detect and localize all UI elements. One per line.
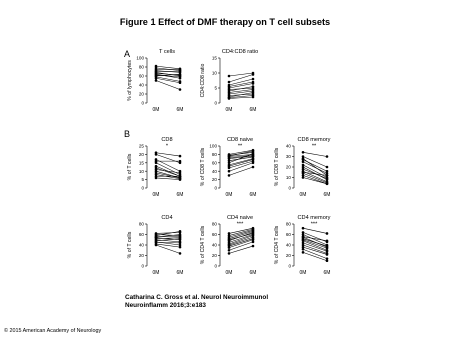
data-point-0m [228, 174, 231, 177]
y-axis-label: % of CD8 T cells [200, 147, 206, 187]
y-tick-label: 5 [141, 177, 144, 183]
y-tick-label: 80 [285, 221, 291, 227]
data-point-0m [155, 244, 158, 247]
x-category-label: 0M [299, 192, 307, 198]
citation-line-1: Catharina C. Gross et al. Neurol Neuroimmunol [125, 294, 269, 301]
y-tick-label: 20 [138, 91, 144, 97]
data-point-0m [302, 248, 305, 251]
x-category-label: 0M [225, 107, 233, 113]
data-point-6m [179, 88, 182, 91]
y-tick-label: 0 [141, 100, 144, 106]
x-category-label: 6M [323, 192, 331, 198]
paired-line [229, 167, 253, 175]
plot-grid [127, 49, 331, 276]
x-category-label: 6M [176, 107, 184, 113]
chart-cd4 [127, 215, 183, 276]
y-tick-label: 80 [211, 152, 217, 157]
y-tick-label: 10 [211, 70, 217, 76]
figure-title: Figure 1 Effect of DMF therapy on T cell subsets [119, 17, 331, 27]
significance-marker: *** [310, 221, 318, 228]
significance-marker: *** [236, 221, 244, 228]
data-point-0m [302, 160, 305, 163]
data-point-6m [326, 177, 329, 180]
paired-line [229, 159, 253, 166]
y-tick-label: 20 [211, 253, 217, 259]
chart-cd4-naive [200, 215, 256, 276]
data-point-0m [155, 77, 158, 80]
data-point-6m [252, 78, 255, 81]
copyright-notice: © 2015 American Academy of Neurology [4, 328, 102, 334]
data-point-6m [179, 237, 182, 240]
data-point-6m [179, 246, 182, 249]
data-point-0m [228, 81, 231, 84]
y-tick-label: 5 [214, 85, 217, 91]
y-tick-label: 30 [285, 154, 291, 160]
y-tick-label: 40 [138, 82, 144, 88]
data-point-0m [155, 153, 158, 156]
y-tick-label: 15 [211, 55, 217, 61]
paired-line [156, 242, 180, 243]
y-tick-label: 60 [211, 232, 217, 238]
y-tick-label: 0 [288, 263, 291, 269]
data-point-6m [252, 241, 255, 244]
data-point-0m [228, 252, 231, 255]
y-tick-label: 15 [138, 160, 144, 166]
paired-line [303, 152, 327, 156]
data-point-0m [302, 251, 305, 254]
y-tick-label: 20 [211, 177, 217, 183]
x-category-label: 6M [176, 270, 184, 276]
x-category-label: 0M [152, 192, 160, 198]
y-tick-label: 100 [209, 143, 217, 149]
chart-title: CD4 memory [297, 215, 331, 221]
y-axis-label: % of lymphocytes [127, 60, 133, 101]
x-category-label: 6M [323, 270, 331, 276]
y-tick-label: 20 [285, 164, 291, 170]
data-point-6m [179, 70, 182, 73]
data-point-0m [228, 170, 231, 173]
x-category-label: 0M [225, 192, 233, 198]
data-point-6m [326, 174, 329, 177]
paired-line [156, 245, 180, 253]
paired-line [156, 239, 180, 241]
y-tick-label: 40 [211, 242, 217, 248]
x-category-label: 6M [249, 270, 257, 276]
data-point-6m [252, 245, 255, 248]
y-tick-label: 20 [138, 253, 144, 259]
paired-line [303, 245, 327, 253]
data-point-6m [179, 160, 182, 163]
data-point-0m [302, 176, 305, 179]
data-point-6m [326, 232, 329, 235]
y-tick-label: 25 [138, 143, 144, 149]
y-tick-label: 40 [285, 242, 291, 248]
paired-line [229, 246, 253, 253]
data-point-6m [326, 253, 329, 256]
paired-line [303, 162, 327, 174]
chart-cd8-memory [274, 137, 331, 198]
chart-title: CD4 [161, 215, 173, 221]
chart-t-cells [127, 49, 183, 113]
y-axis-label: % of CD8 T cells [274, 147, 280, 187]
y-tick-label: 60 [285, 232, 291, 238]
x-category-label: 0M [152, 107, 160, 113]
y-tick-label: 0 [141, 185, 144, 191]
y-axis-label: CD4:CD8 ratio [200, 63, 206, 98]
data-point-6m [326, 240, 329, 243]
data-point-0m [228, 97, 231, 100]
data-point-0m [228, 75, 231, 78]
data-point-6m [326, 166, 329, 169]
chart-title: CD8 memory [297, 137, 331, 143]
data-point-0m [155, 177, 158, 180]
data-point-6m [326, 183, 329, 186]
y-tick-label: 10 [285, 175, 291, 181]
y-axis-label: % of CD4 T cells [274, 225, 280, 265]
y-tick-label: 40 [211, 168, 217, 174]
y-axis-label: % of T cells [127, 153, 133, 181]
chart-title: CD8 [161, 137, 173, 143]
panel-label-a: A [124, 49, 131, 59]
data-point-6m [252, 152, 255, 155]
paired-line [303, 167, 327, 180]
data-point-6m [252, 96, 255, 99]
data-point-0m [228, 249, 231, 252]
y-tick-label: 0 [214, 263, 217, 269]
data-point-6m [326, 155, 329, 158]
x-category-label: 6M [249, 192, 257, 198]
significance-marker: ** [237, 143, 243, 150]
y-tick-label: 40 [285, 143, 291, 149]
paired-line [229, 91, 253, 94]
y-tick-label: 100 [136, 55, 144, 61]
y-tick-label: 80 [211, 221, 217, 227]
x-category-label: 6M [176, 192, 184, 198]
y-axis-label: % of T cells [127, 231, 133, 259]
paired-line [229, 242, 253, 250]
y-tick-label: 60 [138, 73, 144, 79]
data-point-6m [252, 150, 255, 153]
data-point-6m [179, 81, 182, 84]
paired-line [229, 90, 253, 93]
x-category-label: 0M [299, 270, 307, 276]
data-point-6m [179, 178, 182, 181]
data-point-6m [179, 172, 182, 175]
x-category-label: 6M [249, 107, 257, 113]
data-point-6m [179, 155, 182, 158]
chart-title: T cells [158, 49, 176, 55]
chart-cd8-naive [200, 137, 256, 198]
data-point-6m [252, 162, 255, 165]
data-point-6m [179, 233, 182, 236]
y-tick-label: 0 [214, 185, 217, 191]
y-tick-label: 60 [211, 160, 217, 166]
data-point-6m [179, 76, 182, 79]
y-axis-label: % of CD4 T cells [200, 225, 206, 265]
data-point-6m [179, 175, 182, 178]
data-point-6m [252, 82, 255, 85]
paired-line [303, 178, 327, 184]
data-point-0m [302, 151, 305, 154]
y-tick-label: 10 [138, 168, 144, 174]
y-tick-label: 0 [214, 100, 217, 106]
data-point-6m [179, 230, 182, 233]
data-point-6m [252, 166, 255, 169]
x-category-label: 0M [225, 270, 233, 276]
data-point-6m [179, 73, 182, 76]
panel-label-b: B [124, 129, 131, 139]
citation [125, 294, 268, 310]
data-point-6m [179, 242, 182, 245]
data-point-0m [302, 227, 305, 230]
data-point-0m [155, 79, 158, 82]
y-tick-label: 0 [288, 185, 291, 191]
chart-title: CD4:CD8 ratio [221, 49, 259, 55]
chart-cd8 [127, 137, 183, 198]
significance-marker: ** [311, 143, 317, 150]
y-tick-label: 80 [138, 221, 144, 227]
paired-line [303, 228, 327, 233]
chart-title: CD4 naive [226, 215, 254, 221]
y-tick-label: 80 [138, 64, 144, 70]
chart-cd4-memory [274, 215, 331, 276]
data-point-6m [179, 252, 182, 255]
paired-line [156, 240, 180, 242]
y-tick-label: 20 [285, 253, 291, 259]
y-tick-label: 20 [138, 152, 144, 157]
data-point-6m [252, 85, 255, 88]
chart-title: CD8 naive [226, 137, 254, 143]
y-tick-label: 40 [138, 242, 144, 248]
y-tick-label: 0 [141, 263, 144, 269]
data-point-6m [252, 91, 255, 94]
citation-line-2: Neuroinflamm 2016;3:e183 [125, 302, 206, 310]
data-point-0m [155, 162, 158, 165]
significance-marker: * [165, 143, 169, 150]
data-point-0m [228, 246, 231, 249]
data-point-0m [228, 167, 231, 170]
data-point-6m [326, 259, 329, 262]
y-tick-label: 60 [138, 232, 144, 238]
chart-cd4-cd8-ratio [200, 49, 258, 113]
x-category-label: 0M [152, 270, 160, 276]
paired-line [156, 163, 180, 175]
data-point-6m [252, 73, 255, 76]
